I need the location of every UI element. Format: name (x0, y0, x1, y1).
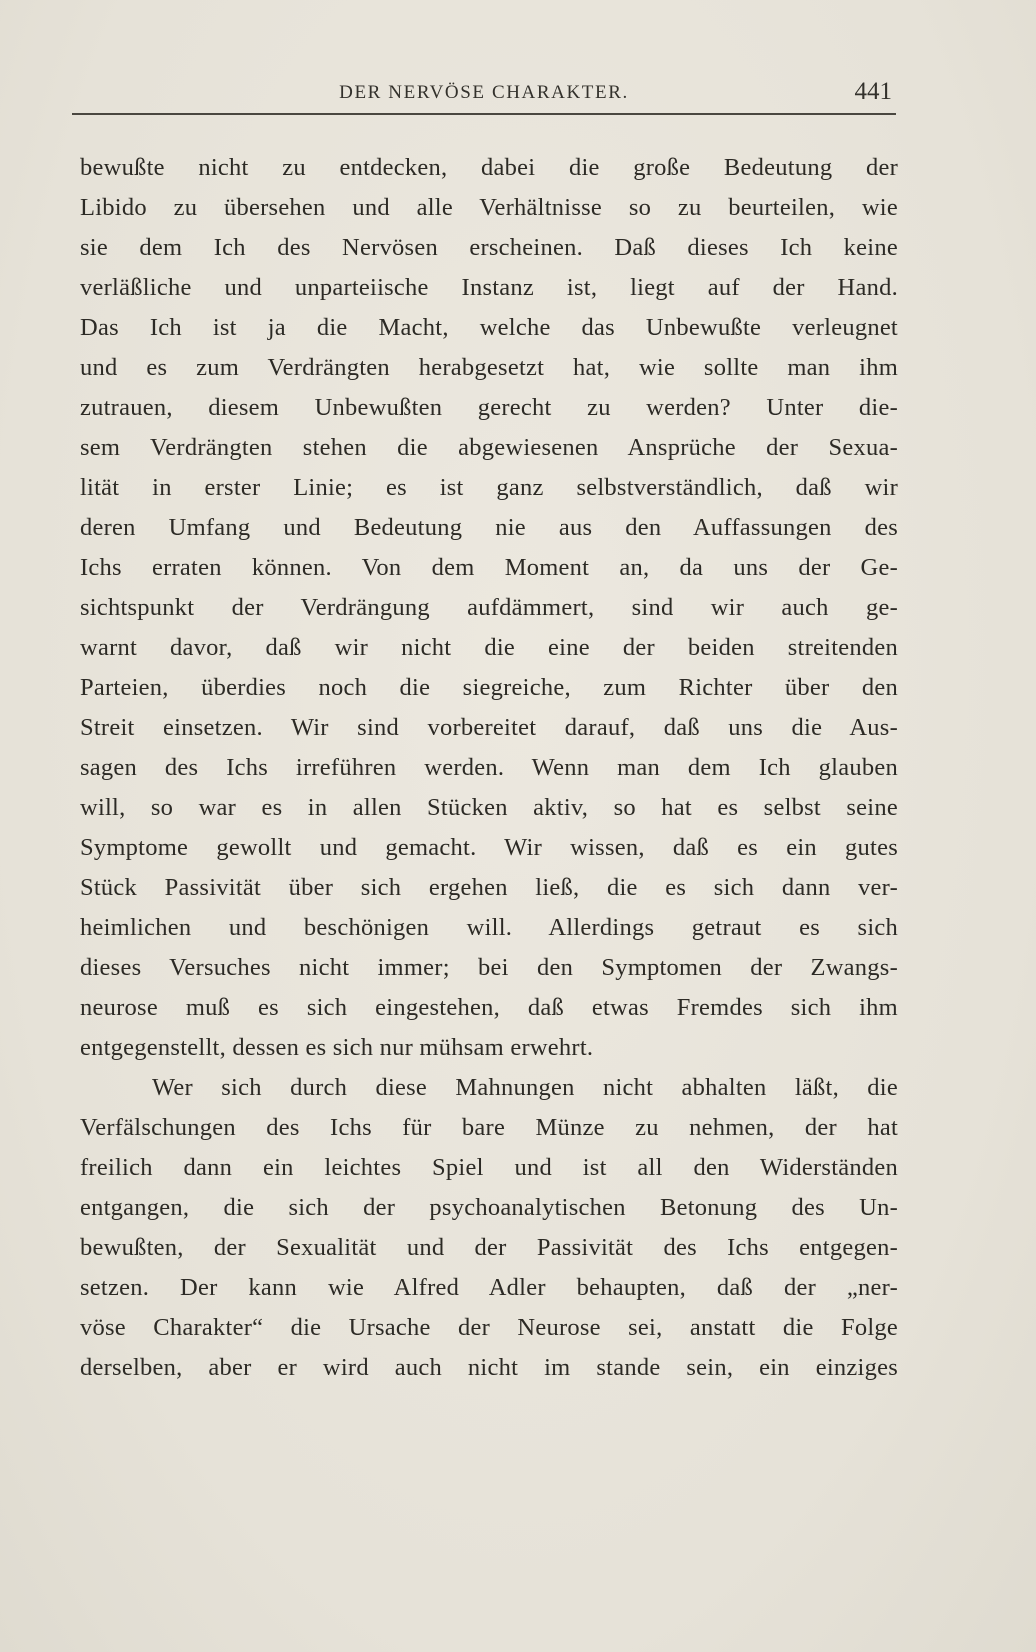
text-line: entgegenstellt, dessen es sich nur mühsam erwehrt. (80, 1034, 594, 1061)
paragraph-1 (80, 148, 898, 1068)
text-line: Wer sich durch diese Mahnungen nicht abhalten läßt, die (152, 1074, 898, 1101)
text-line: heimlichen und beschönigen will. Allerdings getraut es sich (80, 914, 898, 941)
text-line: zutrauen, diesem Unbewußten gerecht zu werden? Unter die- (80, 394, 898, 421)
text-line: und es zum Verdrängten herabgesetzt hat, wie sollte man ihm (80, 354, 898, 381)
text-line: Libido zu übersehen und alle Verhältnisse so zu beurteilen, wie (80, 194, 898, 221)
text-line: dieses Versuches nicht immer; bei den Symptomen der Zwangs- (80, 954, 898, 981)
body-text (80, 148, 898, 1388)
text-line: derselben, aber er wird auch nicht im stande sein, ein einziges (80, 1354, 898, 1381)
text-line: Das Ich ist ja die Macht, welche das Unbewußte verleugnet (80, 314, 898, 341)
text-line: sie dem Ich des Nervösen erscheinen. Daß dieses Ich keine (80, 234, 898, 261)
running-head (72, 78, 896, 112)
paragraph-2 (80, 1068, 898, 1388)
text-line: lität in erster Linie; es ist ganz selbstverständlich, daß wir (80, 474, 898, 501)
text-line: verläßliche und unparteiische Instanz ist, liegt auf der Hand. (80, 274, 898, 301)
text-line: vöse Charakter“ die Ursache der Neurose sei, anstatt die Folge (80, 1314, 898, 1341)
running-title: DER NERVÖSE CHARAKTER. (339, 82, 629, 103)
text-line: sichtspunkt der Verdrängung aufdämmert, sind wir auch ge- (80, 594, 898, 621)
text-line: deren Umfang und Bedeutung nie aus den Auffassungen des (80, 514, 898, 541)
page-number: 441 (854, 78, 892, 105)
text-line: Parteien, überdies noch die siegreiche, zum Richter über den (80, 674, 898, 701)
text-line: sagen des Ichs irreführen werden. Wenn man dem Ich glauben (80, 754, 898, 781)
text-line: Streit einsetzen. Wir sind vorbereitet darauf, daß uns die Aus- (80, 714, 898, 741)
text-line: freilich dann ein leichtes Spiel und ist all den Widerständen (80, 1154, 898, 1181)
text-line: bewußte nicht zu entdecken, dabei die große Bedeutung der (80, 154, 898, 181)
text-line: entgangen, die sich der psychoanalytischen Betonung des Un- (80, 1194, 898, 1221)
text-line: Ichs erraten können. Von dem Moment an, da uns der Ge- (80, 554, 898, 581)
text-line: Symptome gewollt und gemacht. Wir wissen, daß es ein gutes (80, 834, 898, 861)
text-line: neurose muß es sich eingestehen, daß etwas Fremdes sich ihm (80, 994, 898, 1021)
text-line: bewußten, der Sexualität und der Passivität des Ichs entgegen- (80, 1234, 898, 1261)
text-line: setzen. Der kann wie Alfred Adler behaupten, daß der „ner- (80, 1274, 898, 1301)
text-line: Stück Passivität über sich ergehen ließ, die es sich dann ver- (80, 874, 898, 901)
text-line: warnt davor, daß wir nicht die eine der beiden streitenden (80, 634, 898, 661)
text-line: will, so war es in allen Stücken aktiv, so hat es selbst seine (80, 794, 898, 821)
text-line: Verfälschungen des Ichs für bare Münze zu nehmen, der hat (80, 1114, 898, 1141)
text-line: sem Verdrängten stehen die abgewiesenen Ansprüche der Sexua- (80, 434, 898, 461)
header-rule (72, 113, 896, 115)
